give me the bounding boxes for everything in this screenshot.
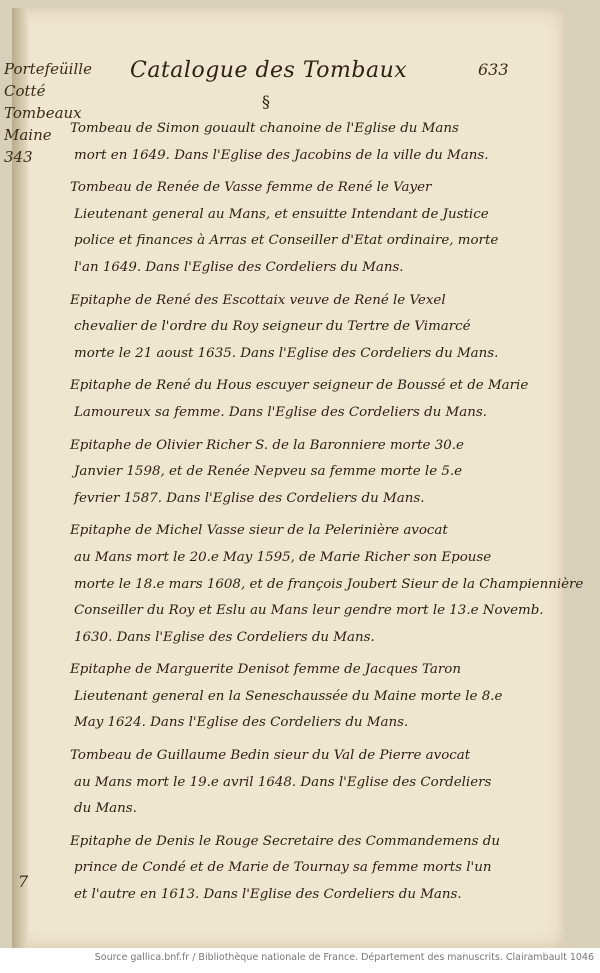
entry-line: et l'autre en 1613. Dans l'Eglise des Cordeliers du Mans. — [74, 887, 462, 903]
entry-line: Tombeau de Renée de Vasse femme de René le Vayer — [70, 180, 432, 196]
catalogue-entries — [70, 116, 584, 915]
entry-line: Janvier 1598, et de Renée Nepveu sa femme morte le 5.e — [74, 464, 463, 480]
entry-line: Epitaphe de Marguerite Denisot femme de Jacques Taron — [70, 662, 461, 678]
entry-line: mort en 1649. Dans l'Eglise des Jacobins de la ville du Mans. — [74, 147, 489, 163]
entry-line: au Mans mort le 20.e May 1595, de Marie Richer son Epouse — [74, 549, 492, 565]
catalogue-entry — [70, 518, 584, 651]
margin-note-line: Tombeaux — [4, 104, 82, 122]
catalogue-entry — [70, 743, 492, 823]
entry-line: l'an 1649. Dans l'Eglise des Cordeliers du Mans. — [74, 259, 404, 275]
catalogue-entry — [70, 288, 499, 368]
source-credit: Source gallica.bnf.fr / Bibliothèque nationale de France. Département des manuscrits. Clairambault 1046 — [94, 952, 594, 963]
margin-note-line: Cotté — [4, 82, 46, 100]
catalogue-entry — [70, 657, 503, 737]
section-mark: § — [262, 92, 270, 111]
margin-note-line: 343 — [4, 148, 33, 166]
entry-line: 1630. Dans l'Eglise des Cordeliers du Mans. — [74, 629, 375, 645]
catalogue-entry — [70, 829, 500, 909]
entry-line: Conseiller du Roy et Eslu au Mans leur gendre mort le 13.e Novemb. — [74, 603, 544, 619]
entry-line: morte le 21 aoust 1635. Dans l'Eglise des Cordeliers du Mans. — [74, 345, 499, 361]
entry-line: prince de Condé et de Marie de Tournay sa femme morts l'un — [74, 860, 492, 876]
page-number: 633 — [478, 60, 509, 79]
catalogue-entry — [70, 175, 499, 281]
entry-line: police et finances à Arras et Conseiller d'Etat ordinaire, morte — [74, 233, 499, 249]
entry-line: Lieutenant general au Mans, et ensuitte Intendant de Justice — [74, 206, 489, 222]
catalogue-entry — [70, 433, 480, 513]
entry-line: Epitaphe de Olivier Richer S. de la Baronniere morte 30.e — [70, 437, 464, 453]
entry-line: Lieutenant general en la Seneschaussée du Maine morte le 8.e — [74, 688, 503, 704]
catalogue-entry — [70, 116, 489, 169]
entry-line: au Mans mort le 19.e avril 1648. Dans l'Eglise des Cordeliers — [74, 774, 492, 790]
entry-line: Epitaphe de Michel Vasse sieur de la Pelerinière avocat — [70, 523, 448, 539]
entry-line: Epitaphe de René du Hous escuyer seigneur de Boussé et de Marie — [70, 378, 529, 394]
entry-line: Tombeau de Simon gouault chanoine de l'Eglise du Mans — [70, 121, 459, 136]
entry-line: Tombeau de Guillaume Bedin sieur du Val de Pierre avocat — [70, 748, 471, 764]
margin-note-line: Maine — [4, 126, 52, 144]
entry-line: Epitaphe de René des Escottaix veuve de René le Vexel — [70, 292, 446, 308]
entry-line: chevalier de l'ordre du Roy seigneur du Tertre de Vimarcé — [74, 319, 471, 335]
folio-mark: 7 — [18, 872, 29, 891]
entry-line: Lamoureux sa femme. Dans l'Eglise des Cordeliers du Mans. — [74, 404, 487, 420]
entry-line: fevrier 1587. Dans l'Eglise des Cordeliers du Mans. — [74, 490, 425, 506]
entry-line: morte le 18.e mars 1608, et de françois Joubert Sieur de la Champiennière — [74, 576, 584, 592]
entry-line: May 1624. Dans l'Eglise des Cordeliers du Mans. — [74, 715, 409, 731]
entry-line: Epitaphe de Denis le Rouge Secretaire des Commandemens du — [70, 833, 500, 849]
margin-note-line: Portefeüille — [4, 60, 92, 78]
catalogue-entry — [70, 373, 529, 426]
page-title: Catalogue des Tombaux — [130, 58, 408, 83]
entry-line: du Mans. — [74, 801, 137, 817]
